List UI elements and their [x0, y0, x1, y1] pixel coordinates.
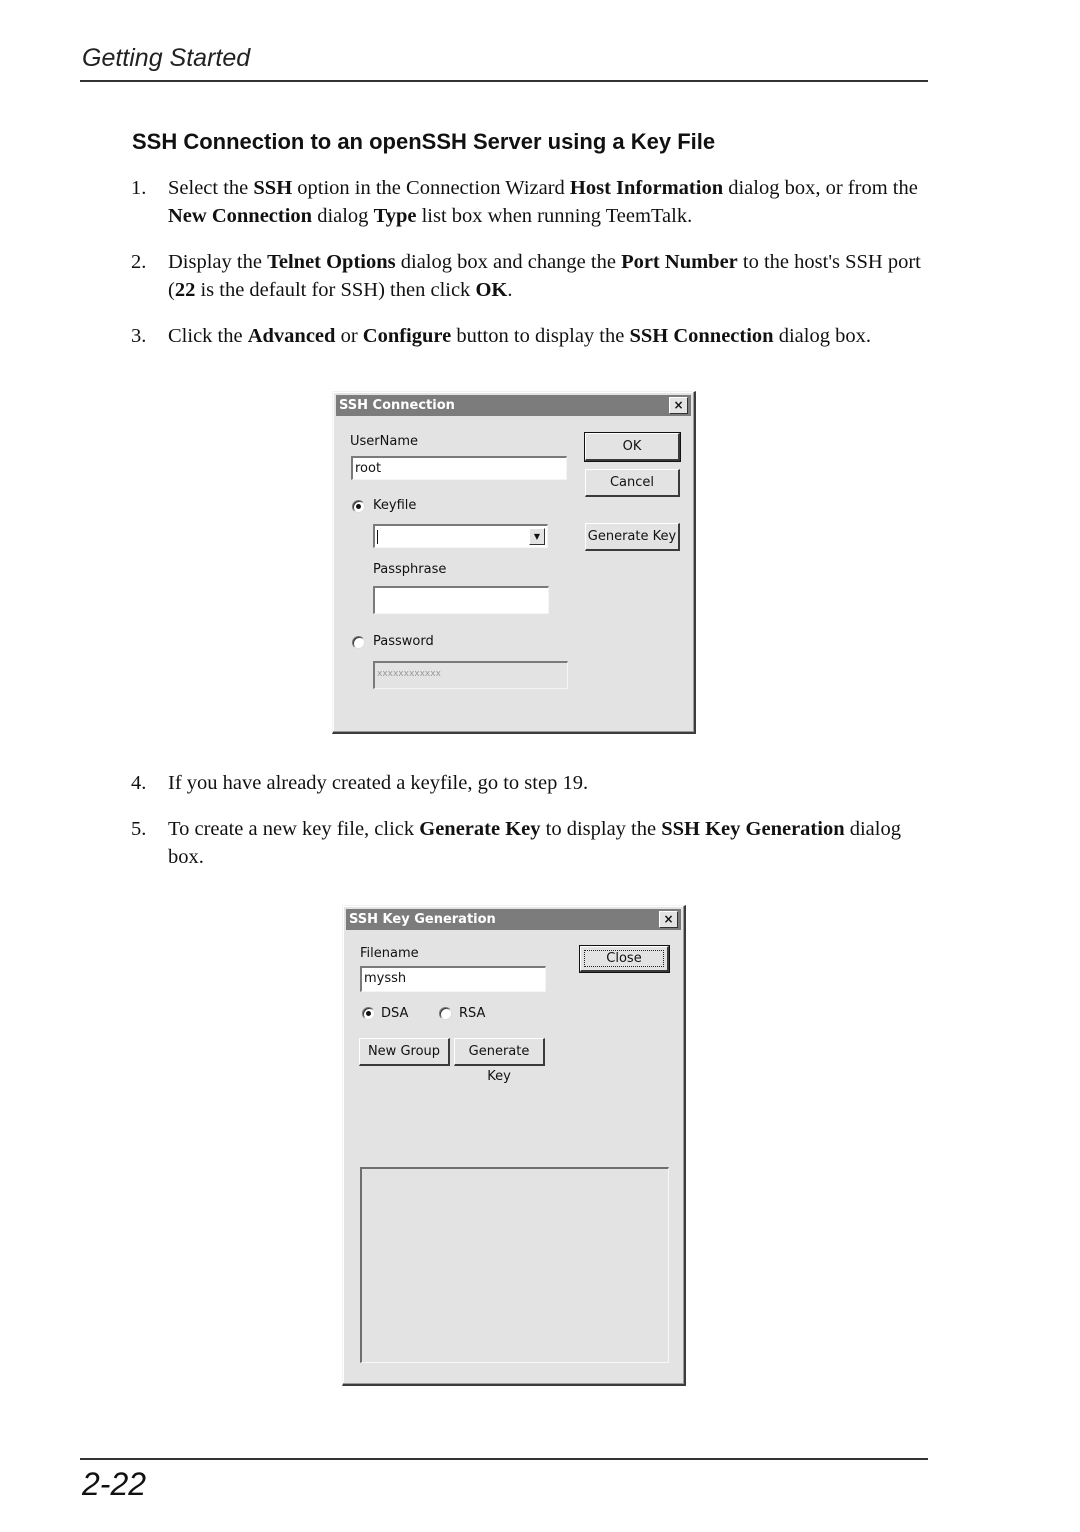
text-run: Select the — [168, 177, 254, 199]
step-text — [168, 769, 933, 797]
chevron-down-icon[interactable]: ▼ — [529, 528, 545, 545]
password-radio[interactable] — [352, 636, 365, 649]
ssh-connection-dialog — [332, 391, 696, 734]
text-run: . — [507, 279, 513, 301]
text-run: button to display the — [451, 325, 630, 347]
ssh-key-generation-dialog — [342, 905, 686, 1386]
running-header: Getting Started — [82, 44, 251, 72]
page-number: 2-22 — [82, 1466, 147, 1502]
footer-rule — [80, 1458, 928, 1460]
text-run: to display the — [540, 818, 662, 840]
dsa-label: DSA — [381, 1006, 409, 1021]
step-text — [168, 248, 933, 304]
close-icon[interactable]: × — [669, 397, 688, 414]
text-run: dialog box. — [168, 818, 901, 868]
passphrase-label: Passphrase — [373, 562, 447, 577]
dialog-title: SSH Key Generation — [349, 912, 496, 927]
step-text — [168, 815, 933, 871]
step-4 — [131, 769, 931, 797]
rsa-radio[interactable] — [439, 1007, 452, 1020]
passphrase-input[interactable] — [373, 586, 549, 614]
text-run: dialog box, or from the — [723, 177, 918, 199]
password-label: Password — [373, 634, 434, 649]
step-number: 1. — [131, 177, 147, 199]
ok-button[interactable]: OK — [585, 433, 680, 461]
title-bar — [336, 395, 691, 416]
close-button-label: Close — [606, 951, 642, 966]
new-group-button[interactable]: New Group — [359, 1038, 450, 1066]
text-run: To create a new key file, click — [168, 818, 420, 840]
text-run: option in the Connection Wizard — [292, 177, 570, 199]
bold-term: Telnet Options — [267, 251, 396, 273]
text-run: is the default for SSH) then click — [195, 279, 476, 301]
text-run: If you have already created a keyfile, go to step 19. — [168, 772, 589, 794]
title-bar — [346, 909, 681, 930]
text-run: dialog box and change the — [395, 251, 622, 273]
close-icon[interactable]: × — [659, 911, 678, 928]
bold-term: 22 — [174, 279, 196, 301]
step-number: 3. — [131, 325, 147, 347]
text-run: list box when running TeemTalk. — [416, 205, 693, 227]
focus-rectangle — [584, 950, 664, 967]
step-2 — [131, 248, 931, 304]
bold-term: Type — [373, 205, 417, 227]
step-text — [168, 174, 933, 230]
close-button[interactable] — [580, 946, 669, 972]
section-heading: SSH Connection to an openSSH Server using a Key File — [132, 129, 716, 154]
bold-term: Generate Key — [419, 818, 541, 840]
generate-key-button[interactable]: Generate Key — [454, 1038, 545, 1066]
text-run: Display the — [168, 251, 268, 273]
bold-term: SSH Key Generation — [661, 818, 845, 840]
key-output-box[interactable] — [360, 1167, 669, 1363]
bold-term: New Connection — [168, 205, 313, 227]
dsa-radio[interactable] — [362, 1007, 375, 1020]
text-run: or — [335, 325, 363, 347]
keyfile-radio[interactable] — [352, 500, 365, 513]
step-number: 5. — [131, 818, 147, 840]
radio-selected-dot — [356, 504, 361, 509]
generate-key-button[interactable]: Generate Key — [585, 523, 680, 551]
bold-term: Host Information — [569, 177, 724, 199]
password-input[interactable]: xxxxxxxxxxxx — [373, 661, 568, 689]
bold-term: SSH Connection — [629, 325, 774, 347]
step-5 — [131, 815, 931, 871]
username-label: UserName — [350, 434, 418, 449]
radio-selected-dot — [366, 1011, 371, 1016]
keyfile-label: Keyfile — [373, 498, 417, 513]
text-run: to the host's SSH port ( — [168, 251, 921, 301]
bold-term: Port Number — [621, 251, 738, 273]
bold-term: Advanced — [247, 325, 336, 347]
step-1 — [131, 174, 931, 230]
cancel-button[interactable]: Cancel — [585, 469, 680, 497]
step-text — [168, 322, 933, 350]
text-run: dialog box. — [773, 325, 871, 347]
filename-label: Filename — [360, 946, 419, 961]
filename-input[interactable]: myssh — [360, 966, 546, 992]
keyfile-combobox[interactable] — [373, 524, 548, 548]
header-rule — [80, 80, 928, 82]
step-number: 2. — [131, 251, 147, 273]
bold-term: OK — [475, 279, 508, 301]
dialog-title: SSH Connection — [339, 398, 455, 413]
step-3 — [131, 322, 931, 378]
text-run: Click the — [168, 325, 248, 347]
bold-term: Configure — [362, 325, 452, 347]
bold-term: SSH — [253, 177, 293, 199]
username-input[interactable]: root — [351, 456, 567, 480]
step-number: 4. — [131, 772, 147, 794]
text-run: dialog — [312, 205, 374, 227]
rsa-label: RSA — [459, 1006, 486, 1021]
text-caret — [377, 530, 378, 544]
